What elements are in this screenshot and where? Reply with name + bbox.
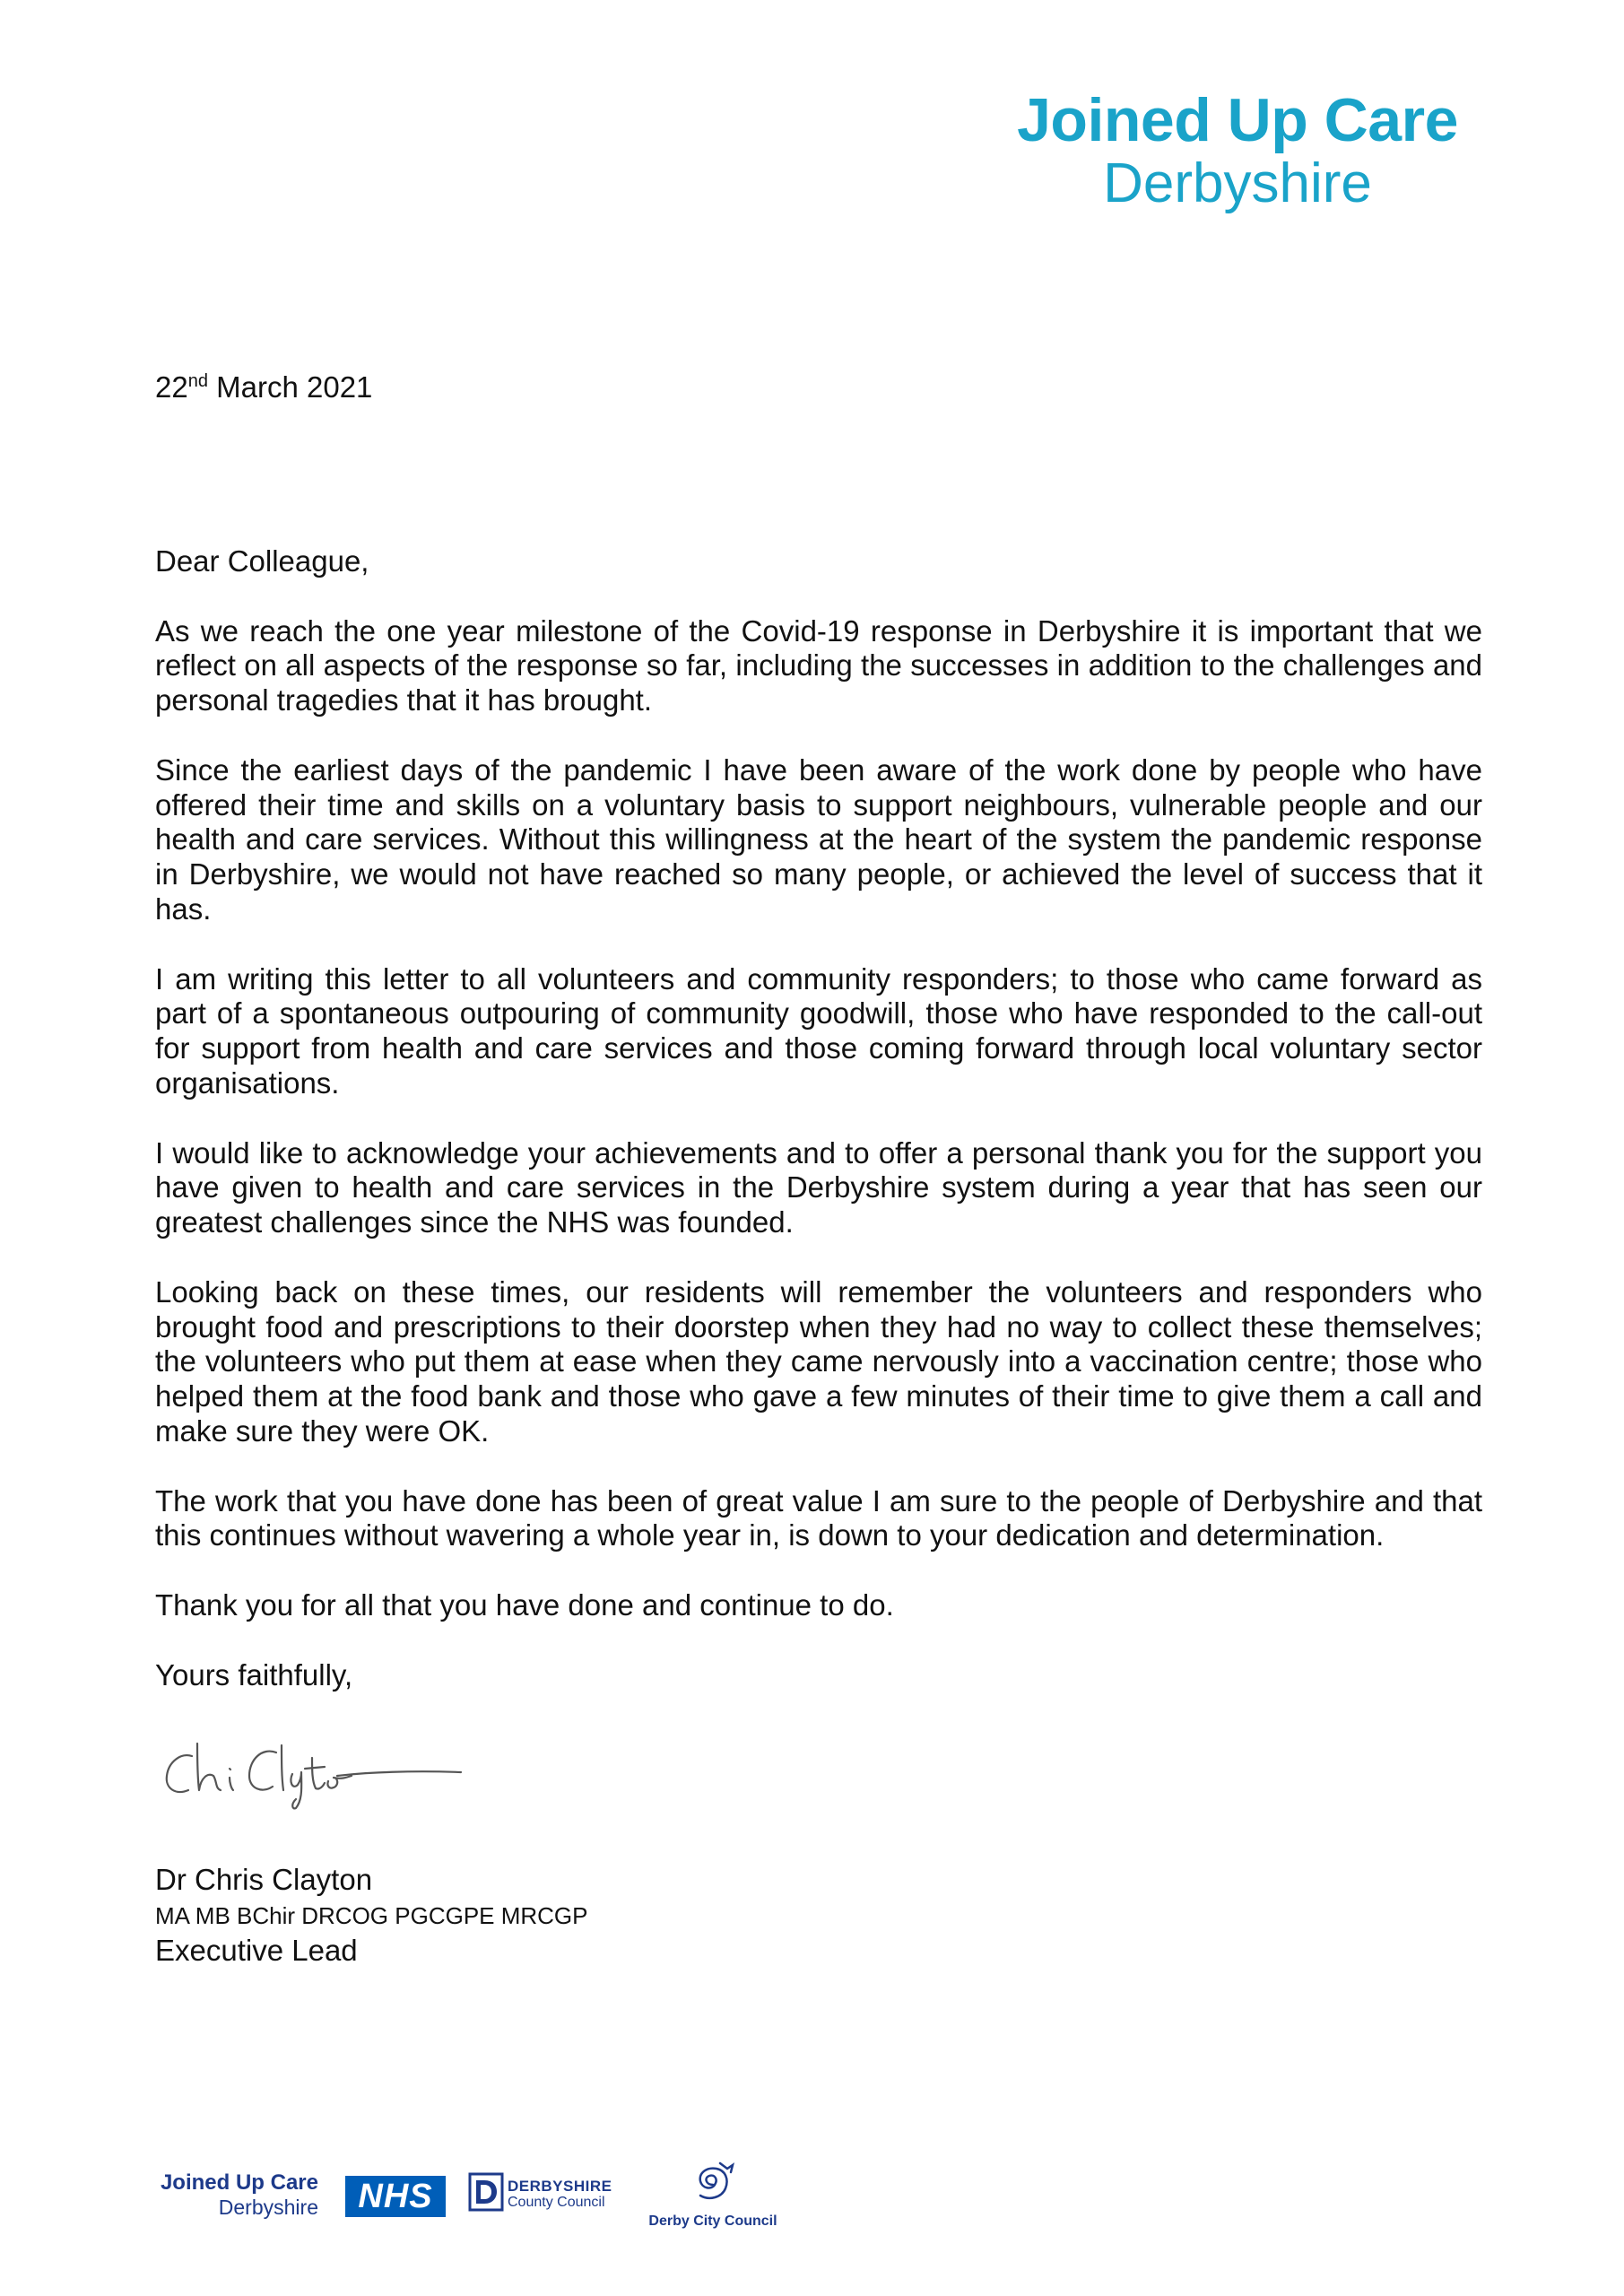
- paragraph: I am writing this letter to all volunteers and community responders; to those who came forward as part of a spontaneous outpouring of community goodwill, those who have responded to the call-out for support from health and care services and those coming forward through local voluntary sector organisations.: [155, 961, 1482, 1100]
- paragraph: I would like to acknowledge your achievements and to offer a personal thank you for the support you have given to health and care services in the Derbyshire system during a year that has seen our greatest challenges since the NHS was founded.: [155, 1135, 1482, 1239]
- derby-city-council-logo: [641, 2160, 785, 2240]
- salutation: Dear Colleague,: [155, 544, 369, 578]
- paragraph: Thank you for all that you have done and continue to do.: [155, 1587, 894, 1622]
- date-day: 22: [155, 370, 188, 404]
- footer-jucd-line2: Derbyshire: [218, 2196, 318, 2219]
- nhs-logo: NHS: [345, 2176, 446, 2217]
- signatory-name: Dr Chris Clayton: [155, 1863, 373, 1896]
- brand-logo-line1: Joined Up Care: [1017, 86, 1458, 154]
- footer-jucd-line1: Joined Up Care: [160, 2170, 318, 2195]
- brand-logo-line2: Derbyshire: [1103, 152, 1372, 214]
- footer-jucd-logo: [152, 2170, 318, 2219]
- footer-logos: [152, 2160, 798, 2240]
- letter-date: [155, 370, 372, 405]
- paragraph: Since the earliest days of the pandemic I have been aware of the work done by people who have offered their time and skills on a voluntary basis to support neighbours, vulnerable people and our health and care services. Without this willingness at the heart of the system the pandemic response in Derbyshire, we would not have reached so many people, or achieved the level of success that it has.: [155, 752, 1482, 926]
- county-council-line1: DERBYSHIRE: [508, 2178, 612, 2195]
- signatory-role: Executive Lead: [155, 1934, 358, 1967]
- closing: Yours faithfully,: [155, 1657, 353, 1692]
- county-council-d-icon: [468, 2172, 504, 2212]
- signatory-qualifications: MA MB BChir DRCOG PGCGPE MRCGP: [155, 1902, 588, 1929]
- paragraph: As we reach the one year milestone of the Covid-19 response in Derbyshire it is important that we reflect on all aspects of the response so far, including the successes in addition to the challenges and personal tragedies that it has brought.: [155, 613, 1482, 718]
- ram-icon: [686, 2160, 740, 2208]
- handwritten-signature: [161, 1731, 466, 1812]
- county-council-line2: County Council: [508, 2195, 605, 2210]
- paragraph: The work that you have done has been of great value I am sure to the people of Derbyshire and that this continues without wavering a whole year in, is down to your dedication and determination.: [155, 1483, 1482, 1552]
- derby-city-council-label: Derby City Council: [648, 2213, 777, 2229]
- date-suffix: nd: [187, 371, 208, 391]
- derbyshire-county-council-logo: [468, 2169, 621, 2222]
- brand-logo: [1004, 86, 1471, 213]
- letter-body: [155, 544, 1482, 1727]
- paragraph: Looking back on these times, our residents will remember the volunteers and responders who brought food and prescriptions to their doorstep when they had no way to collect these themselves; the volunteers who put them at ease when they came nervously into a vaccination centre; those who helped them at the food bank and those who gave a few minutes of their time to give them a call and make sure they were OK.: [155, 1274, 1482, 1448]
- date-month-year: March 2021: [207, 370, 373, 404]
